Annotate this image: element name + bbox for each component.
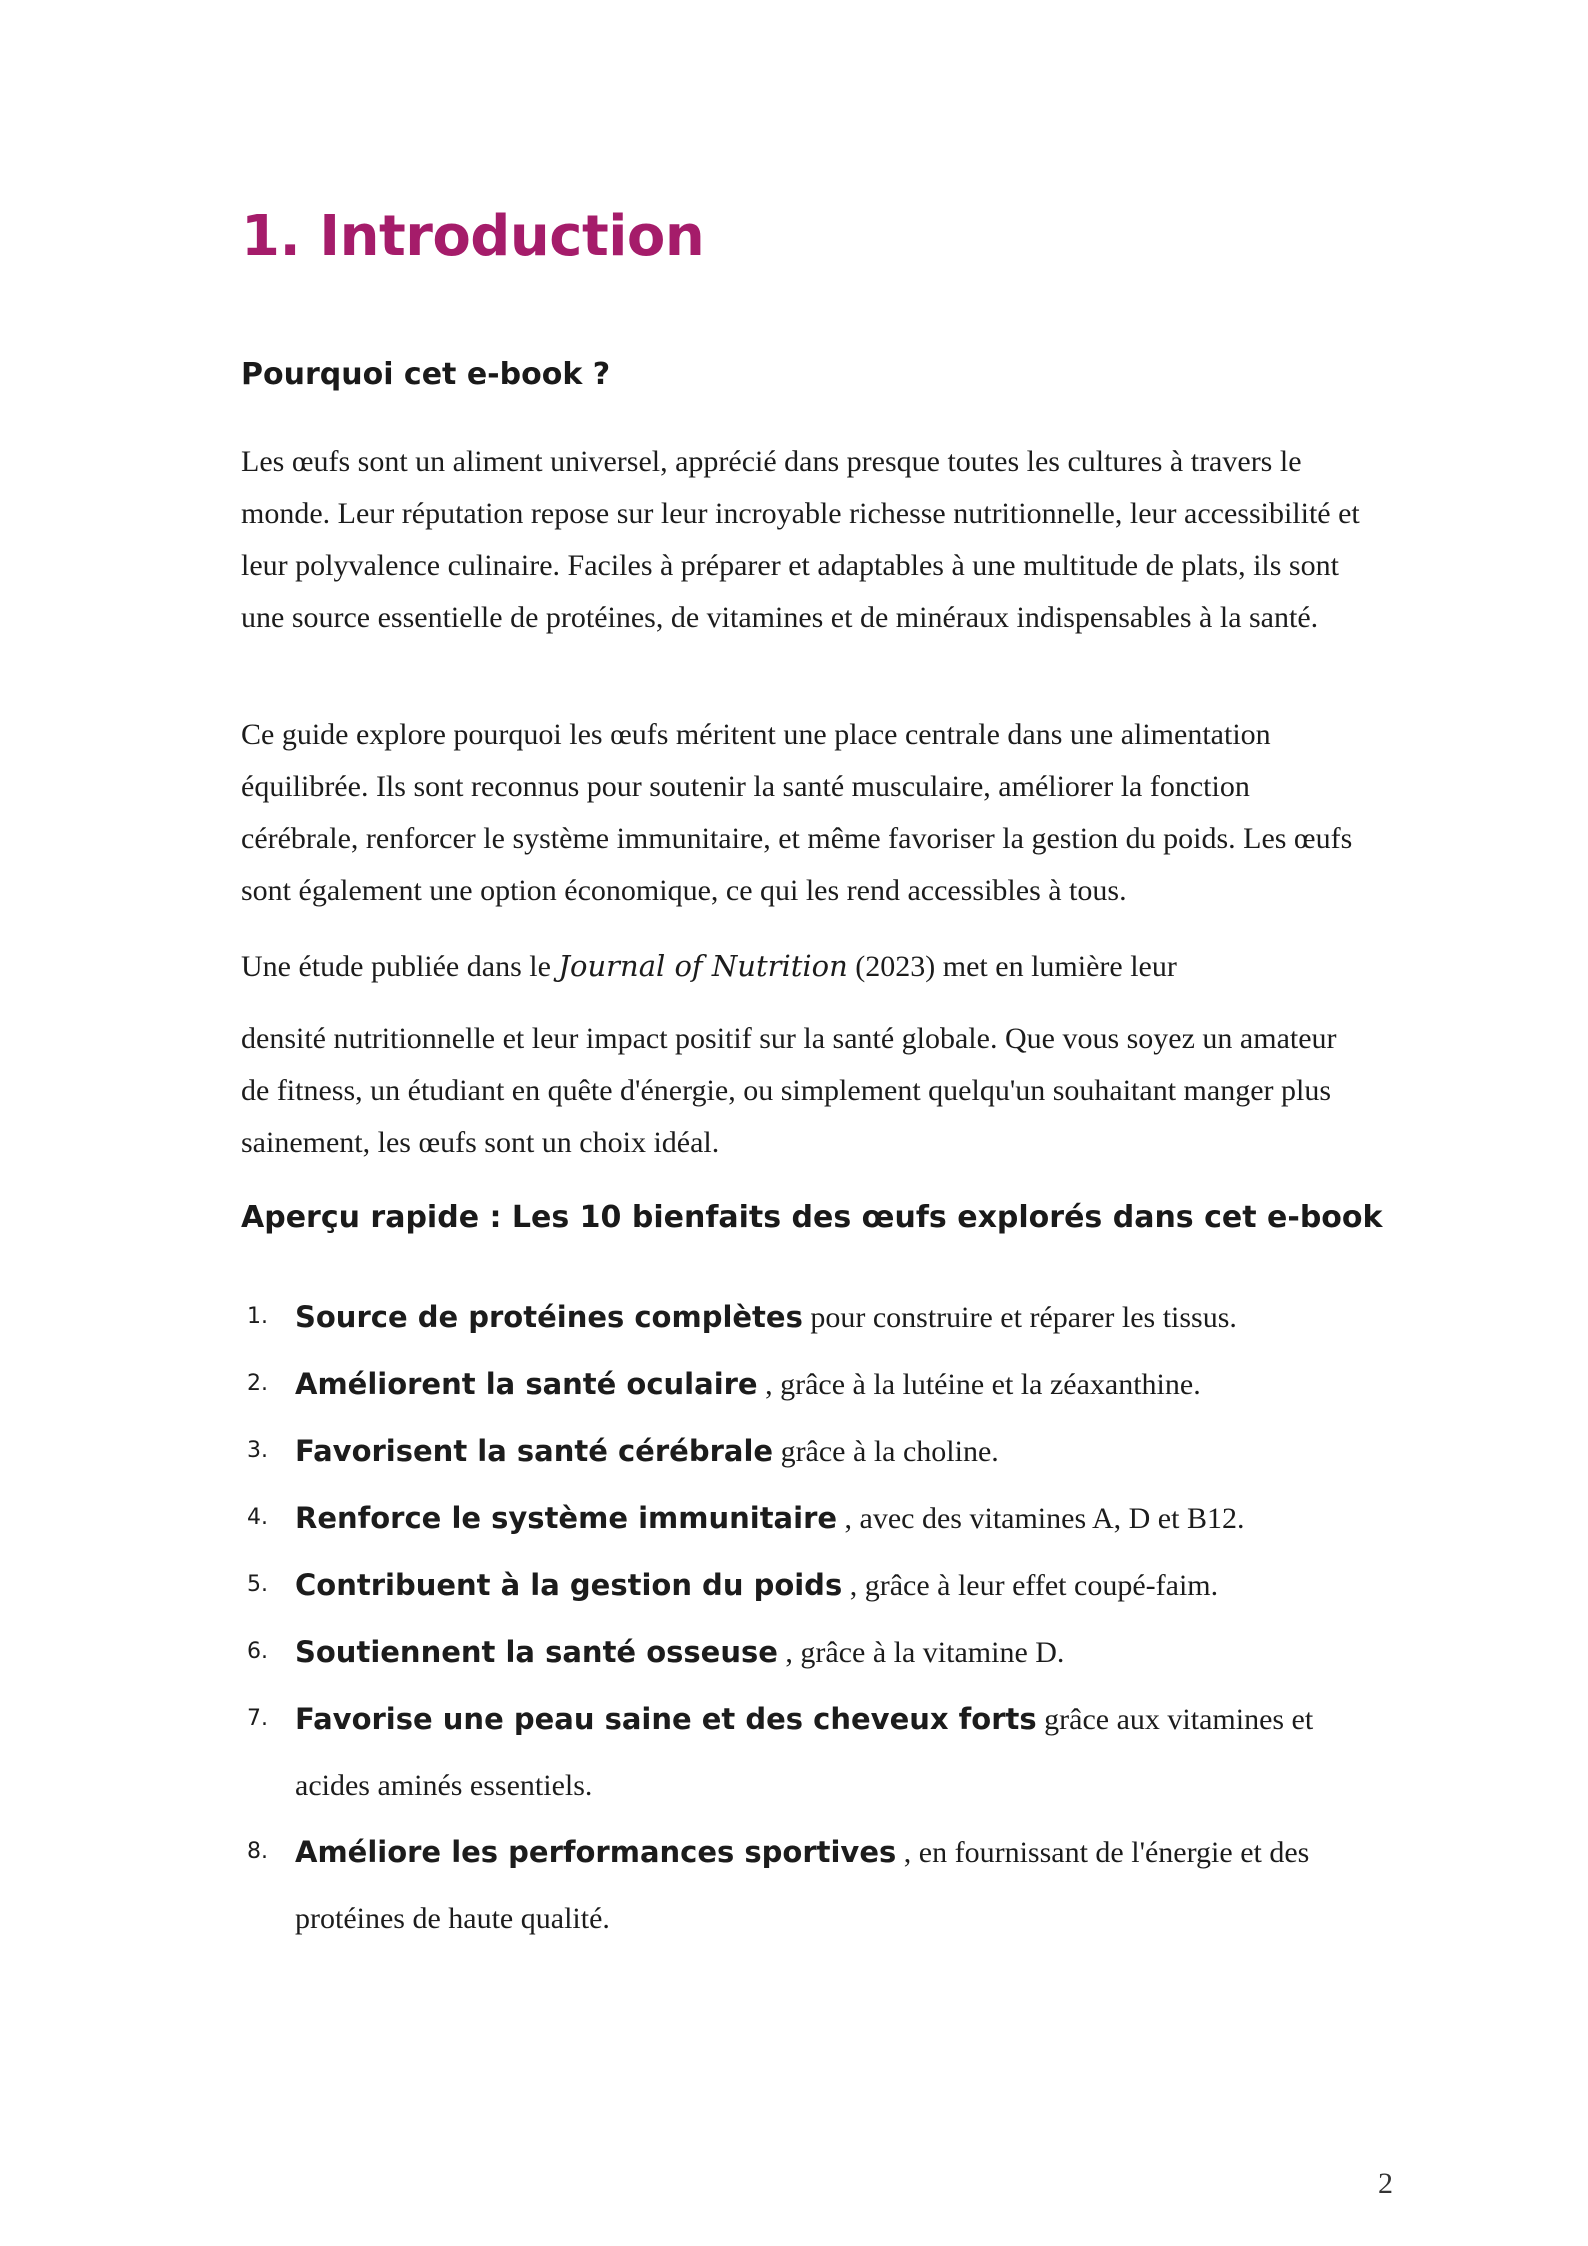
- section-heading-overview: Aperçu rapide : Les 10 bienfaits des œufs explorés dans cet e-book: [241, 1200, 1383, 1235]
- intro-paragraph-3-line: [241, 940, 1361, 993]
- benefit-title: Améliore les performances sportives: [295, 1835, 897, 1869]
- benefit-detail: pour construire et réparer les tissus.: [802, 1301, 1237, 1334]
- intro-paragraph-2: Ce guide explore pourquoi les œufs méritent une place centrale dans une alimentation équilibrée. Ils sont reconnus pour soutenir la santé musculaire, améliorer la fonction cérébrale, renforcer le système immunitaire, et même favoriser la gestion du poids. Les œufs sont également une option économique, ce qui les rend accessibles à tous.: [241, 718, 1353, 907]
- list-item: [241, 1418, 1371, 1485]
- benefits-list: [241, 1284, 1371, 1952]
- list-number: 3.: [247, 1438, 268, 1463]
- list-number: 2.: [247, 1371, 268, 1396]
- benefit-detail: , en fournissant de l'énergie et des protéines de haute qualité.: [295, 1836, 1310, 1935]
- section-heading-why: Pourquoi cet e-book ?: [241, 357, 611, 392]
- list-number: 8.: [247, 1839, 268, 1864]
- list-number: 7.: [247, 1706, 268, 1731]
- list-item: [241, 1619, 1371, 1686]
- benefit-title: Renforce le système immunitaire: [295, 1501, 838, 1535]
- benefit-title: Soutiennent la santé osseuse: [295, 1635, 778, 1669]
- study-text-after: (2023) met en lumière leur: [847, 950, 1177, 983]
- benefit-detail: , grâce à la vitamine D.: [777, 1636, 1065, 1669]
- benefit-title: Source de protéines complètes: [295, 1300, 803, 1334]
- benefit-title: Améliorent la santé oculaire: [295, 1367, 758, 1401]
- benefit-detail: , grâce à leur effet coupé-faim.: [842, 1569, 1219, 1602]
- intro-paragraph-1: Les œufs sont un aliment universel, apprécié dans presque toutes les cultures à travers le monde. Leur réputation repose sur leur incroyable richesse nutritionnelle, leur accessibilité et leur polyvalence culinaire. Faciles à préparer et adaptables à une multitude de plats, ils sont une source essentielle de protéines, de vitamines et de minéraux indispensables à la santé.: [241, 445, 1360, 634]
- benefit-detail: grâce aux vitamines et acides aminés essentiels.: [295, 1703, 1314, 1802]
- benefit-detail: , grâce à la lutéine et la zéaxanthine.: [757, 1368, 1201, 1401]
- list-number: 4.: [247, 1505, 268, 1530]
- benefit-title: Contribuent à la gestion du poids: [295, 1568, 843, 1602]
- list-item: [241, 1552, 1371, 1619]
- list-item: [241, 1284, 1371, 1351]
- study-text-before: Une étude publiée dans le: [241, 950, 559, 983]
- journal-name: Journal of Nutrition: [558, 949, 848, 983]
- list-number: 5.: [247, 1572, 268, 1597]
- intro-paragraph-3: densité nutritionnelle et leur impact positif sur la santé globale. Que vous soyez un amateur de fitness, un étudiant en quête d'énergie, ou simplement quelqu'un souhaitant manger plus sainement, les œufs sont un choix idéal.: [241, 1022, 1337, 1159]
- list-item: [241, 1351, 1371, 1418]
- benefit-title: Favorise une peau saine et des cheveux forts: [295, 1702, 1037, 1736]
- benefit-detail: grâce à la choline.: [773, 1435, 999, 1468]
- list-number: 1.: [247, 1304, 268, 1329]
- list-item: [241, 1485, 1371, 1552]
- page-number: 2: [1378, 2167, 1393, 2200]
- list-item: [241, 1686, 1371, 1819]
- page-title: 1. Introduction: [241, 204, 705, 269]
- list-item: [241, 1819, 1371, 1952]
- benefit-detail: , avec des vitamines A, D et B12.: [837, 1502, 1245, 1535]
- benefit-title: Favorisent la santé cérébrale: [295, 1434, 774, 1468]
- list-number: 6.: [247, 1639, 268, 1664]
